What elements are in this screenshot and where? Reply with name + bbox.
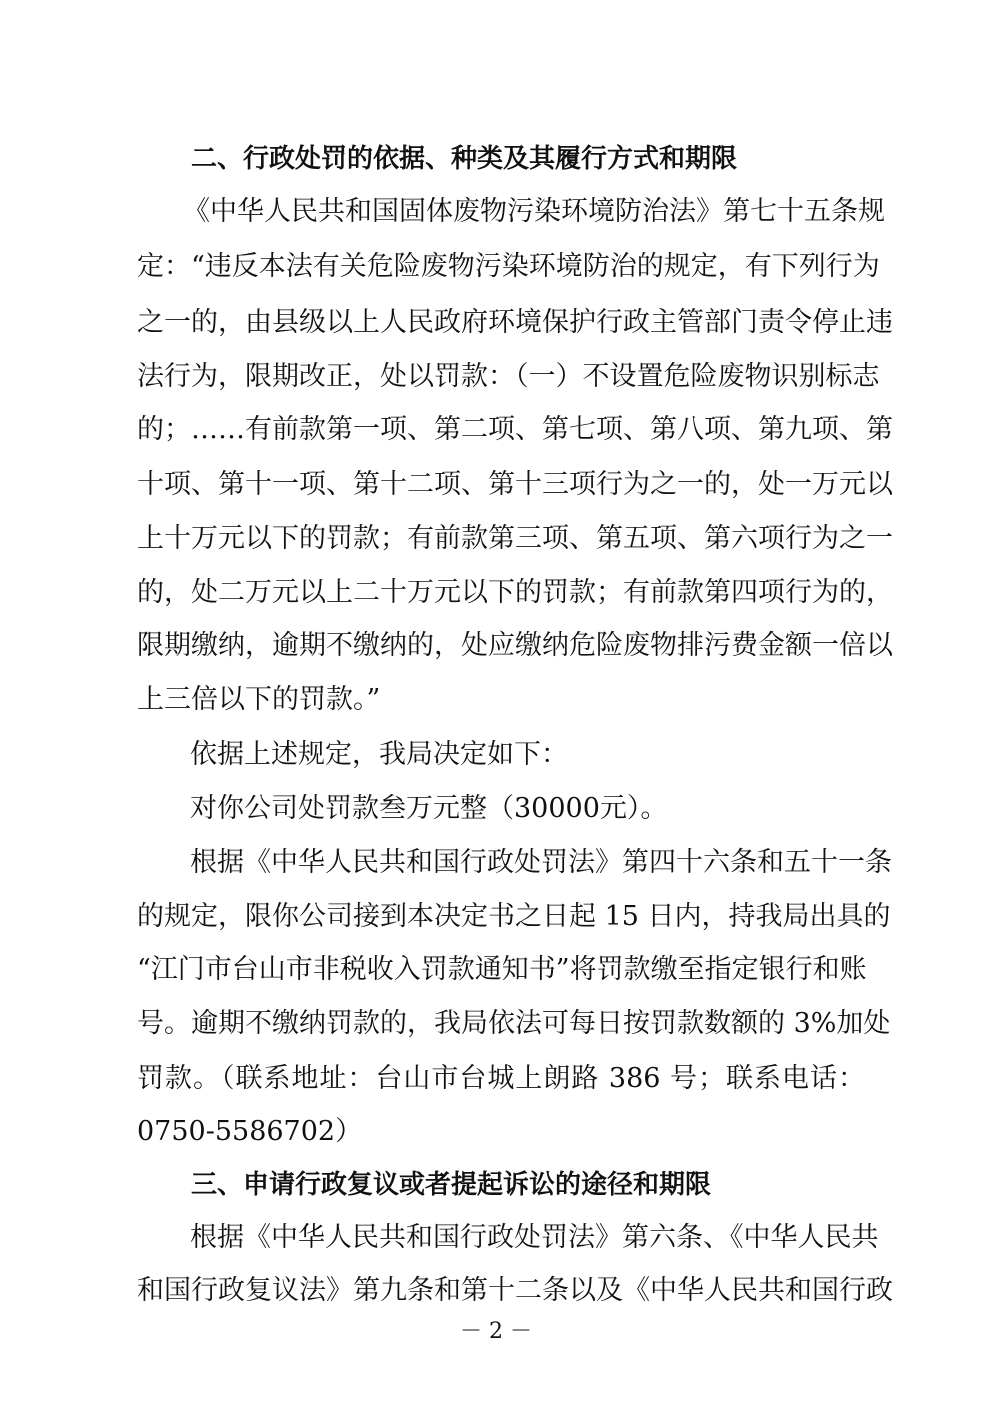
paragraph-line: 号。逾期不缴纳罚款的，我局依法可每日按罚款数额的 3%加处 [137,1008,891,1039]
paragraph-line: 和国行政复议法》第九条和第十二条以及《中华人民共和国行政 [137,1275,893,1306]
paragraph-line: 根据《中华人民共和国行政处罚法》第六条、《中华人民共 [190,1222,879,1253]
paragraph-line: 十项、第十一项、第十二项、第十三项行为之一的，处一万元以 [137,469,893,500]
contact-phone-line: 0750-5586702） [137,1116,363,1147]
paragraph-line: 的；……有前款第一项、第二项、第七项、第八项、第九项、第 [137,414,893,445]
paragraph-line: 法行为，限期改正，处以罚款：（一）不设置危险废物识别标志 [137,361,880,392]
paragraph-line: 根据《中华人民共和国行政处罚法》第四十六条和五十一条 [190,847,892,878]
paragraph-line: 上三倍以下的罚款。” [137,684,381,715]
paragraph-line: 罚款。（联系地址：台山市台城上朗路 386 号；联系电话： [137,1063,865,1094]
paragraph-line: 上十万元以下的罚款；有前款第三项、第五项、第六项行为之一 [137,523,893,554]
penalty-amount-line: 对你公司处罚款叁万元整（30000元）。 [190,793,668,824]
paragraph-line: 《中华人民共和国固体废物污染环境防治法》第七十五条规 [183,196,885,227]
section-heading-penalty-basis: 二、行政处罚的依据、种类及其履行方式和期限 [191,144,738,174]
section-heading-appeal: 三、申请行政复议或者提起诉讼的途径和期限 [191,1170,712,1200]
paragraph-line: “江门市台山市非税收入罚款通知书”将罚款缴至指定银行和账 [137,954,867,985]
paragraph-line: 的，处二万元以上二十万元以下的罚款；有前款第四项行为的， [137,577,893,608]
paragraph-line: 之一的，由县级以上人民政府环境保护行政主管部门责令停止违 [137,307,893,338]
decision-basis-line: 依据上述规定，我局决定如下： [190,739,568,770]
paragraph-line: 定：“违反本法有关危险废物污染环境防治的规定，有下列行为 [137,251,880,282]
paragraph-line: 限期缴纳，逾期不缴纳的，处应缴纳危险废物排污费金额一倍以 [137,630,893,661]
page-number: － 2 － [460,1319,532,1344]
paragraph-line: 的规定，限你公司接到本决定书之日起 15 日内，持我局出具的 [137,901,891,932]
